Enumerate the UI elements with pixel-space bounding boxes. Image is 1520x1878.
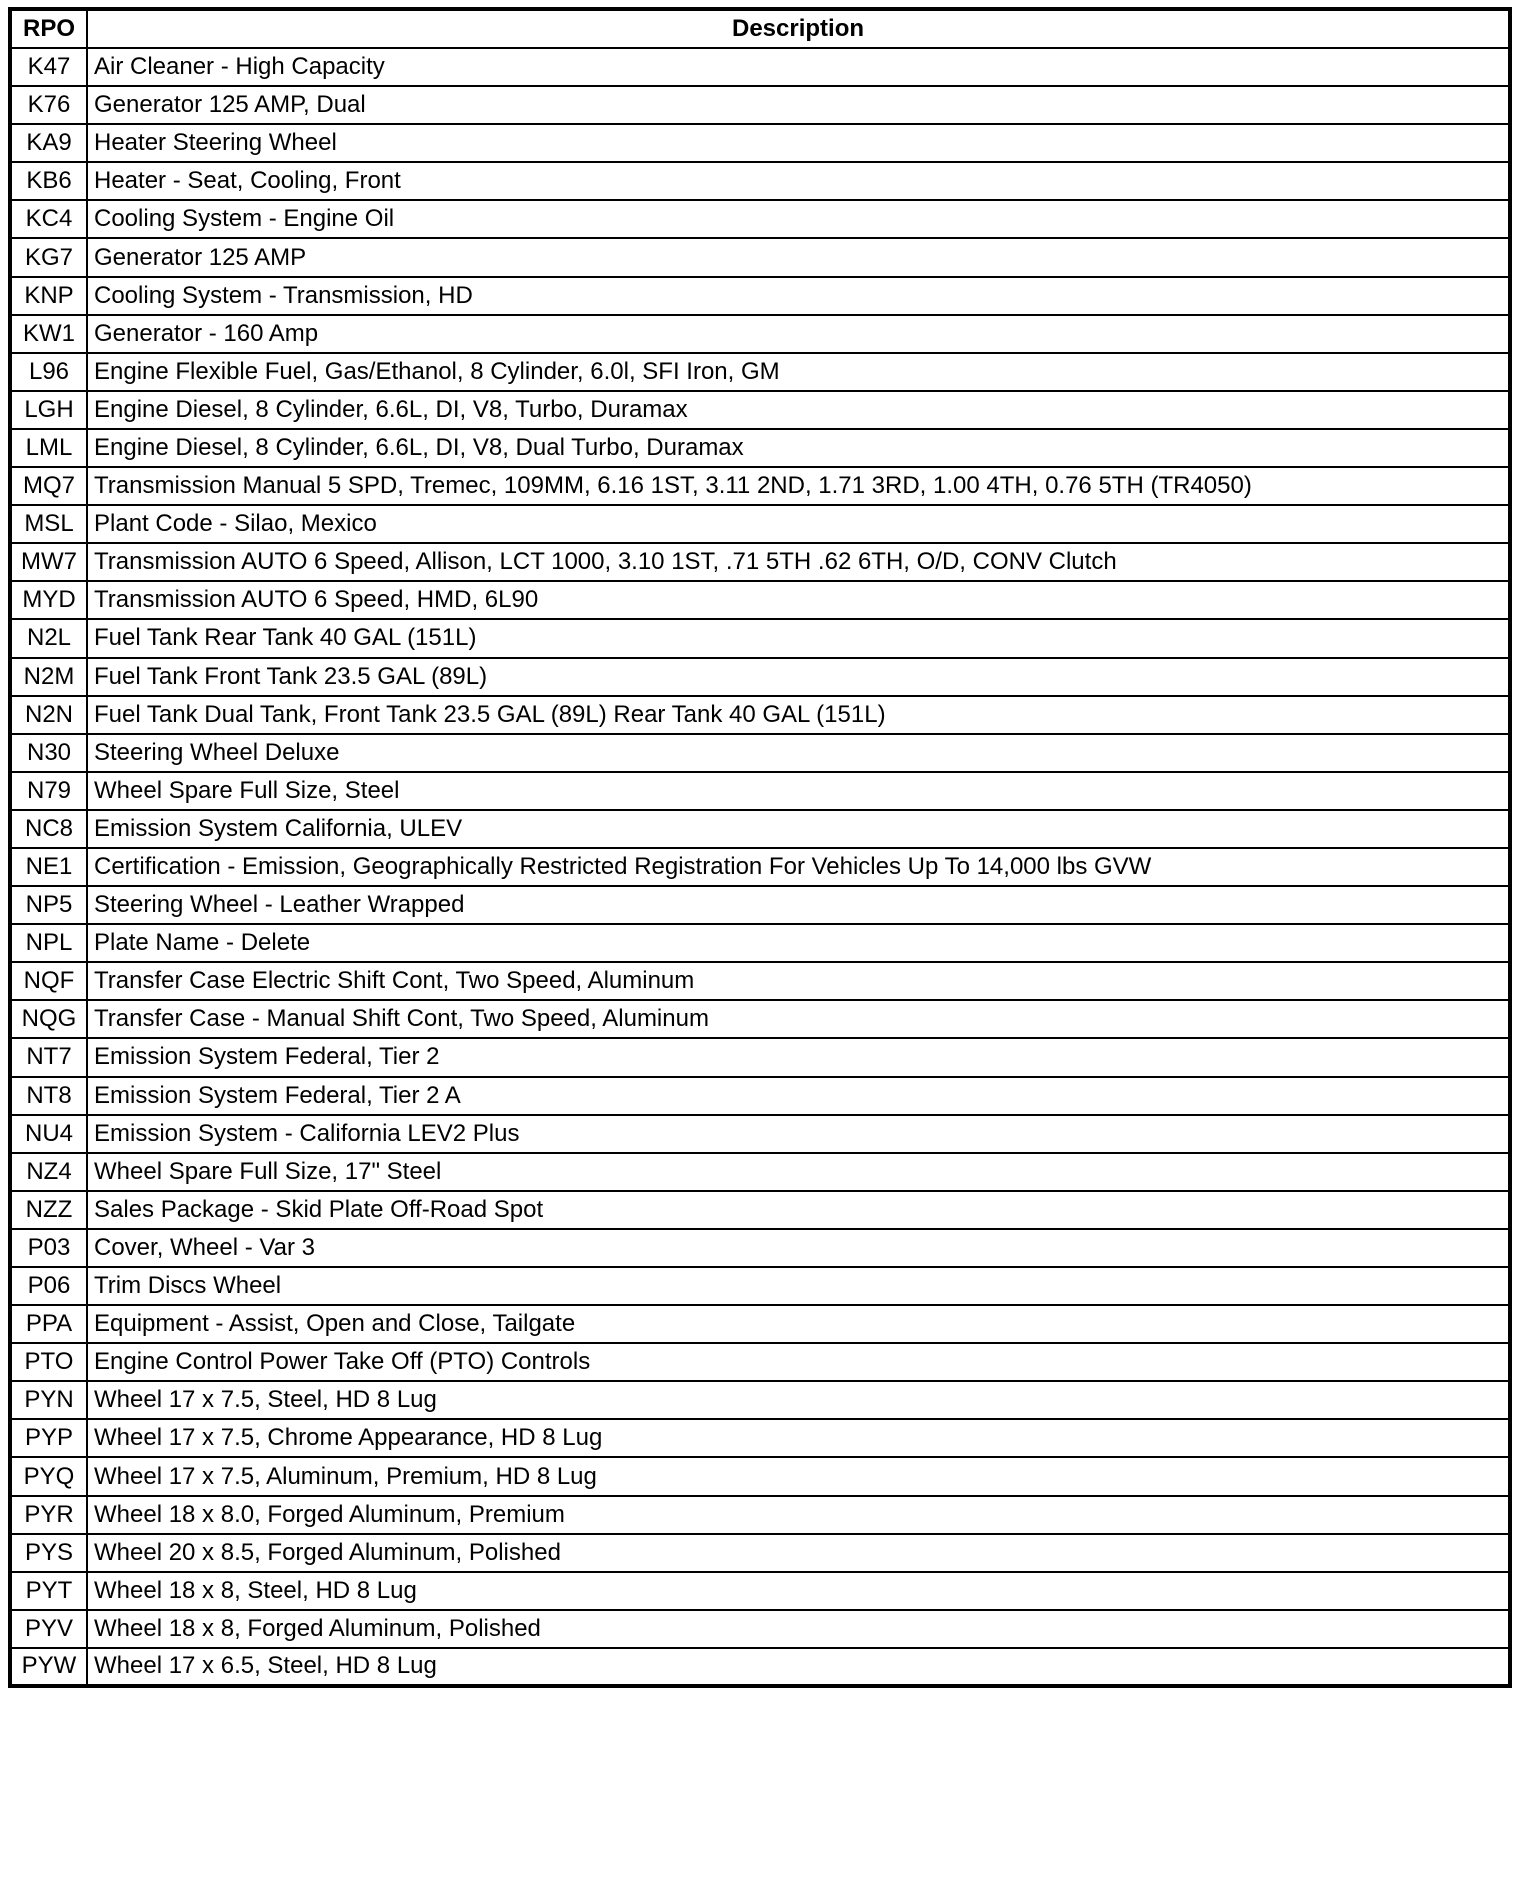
table-row [10, 238, 1510, 276]
rpo-code-cell: KG7 [10, 238, 87, 276]
rpo-code-cell: PYP [10, 1419, 87, 1457]
rpo-description-cell: Fuel Tank Dual Tank, Front Tank 23.5 GAL (89L) Rear Tank 40 GAL (151L) [87, 696, 1510, 734]
rpo-description-cell: Steering Wheel - Leather Wrapped [87, 886, 1510, 924]
rpo-code-cell: NPL [10, 924, 87, 962]
header-description: Description [87, 9, 1510, 48]
rpo-description-cell: Sales Package - Skid Plate Off-Road Spot [87, 1191, 1510, 1229]
rpo-table [8, 7, 1512, 1688]
table-row [10, 696, 1510, 734]
rpo-code-cell: PYW [10, 1648, 87, 1686]
table-row [10, 429, 1510, 467]
rpo-description-cell: Air Cleaner - High Capacity [87, 48, 1510, 86]
table-row [10, 1305, 1510, 1343]
rpo-description-cell: Engine Control Power Take Off (PTO) Controls [87, 1343, 1510, 1381]
rpo-code-cell: PYT [10, 1572, 87, 1610]
rpo-description-cell: Cooling System - Transmission, HD [87, 277, 1510, 315]
rpo-description-cell: Wheel Spare Full Size, Steel [87, 772, 1510, 810]
table-row [10, 1229, 1510, 1267]
rpo-description-cell: Wheel 18 x 8, Steel, HD 8 Lug [87, 1572, 1510, 1610]
table-row [10, 1077, 1510, 1115]
rpo-description-cell: Engine Diesel, 8 Cylinder, 6.6L, DI, V8, Dual Turbo, Duramax [87, 429, 1510, 467]
rpo-description-cell: Wheel 17 x 6.5, Steel, HD 8 Lug [87, 1648, 1510, 1686]
table-row [10, 1153, 1510, 1191]
rpo-code-cell: N2N [10, 696, 87, 734]
rpo-description-cell: Transfer Case Electric Shift Cont, Two Speed, Aluminum [87, 962, 1510, 1000]
table-row [10, 1381, 1510, 1419]
rpo-code-cell: LGH [10, 391, 87, 429]
rpo-description-cell: Steering Wheel Deluxe [87, 734, 1510, 772]
rpo-description-cell: Cover, Wheel - Var 3 [87, 1229, 1510, 1267]
table-row [10, 734, 1510, 772]
rpo-code-cell: P03 [10, 1229, 87, 1267]
rpo-code-cell: KNP [10, 277, 87, 315]
table-row [10, 86, 1510, 124]
rpo-code-cell: PYR [10, 1496, 87, 1534]
rpo-code-cell: KA9 [10, 124, 87, 162]
table-row [10, 1572, 1510, 1610]
rpo-description-cell: Wheel 17 x 7.5, Aluminum, Premium, HD 8 Lug [87, 1457, 1510, 1495]
rpo-description-cell: Transmission Manual 5 SPD, Tremec, 109MM, 6.16 1ST, 3.11 2ND, 1.71 3RD, 1.00 4TH, 0.76 5TH (TR4050) [87, 467, 1510, 505]
table-header [10, 9, 1510, 48]
table-row [10, 48, 1510, 86]
table-row [10, 772, 1510, 810]
table-row [10, 658, 1510, 696]
rpo-code-cell: PYQ [10, 1457, 87, 1495]
rpo-code-cell: KC4 [10, 200, 87, 238]
rpo-description-cell: Plant Code - Silao, Mexico [87, 505, 1510, 543]
table-row [10, 1267, 1510, 1305]
table-row [10, 543, 1510, 581]
table-row [10, 1000, 1510, 1038]
rpo-code-cell: PPA [10, 1305, 87, 1343]
rpo-description-cell: Wheel 18 x 8.0, Forged Aluminum, Premium [87, 1496, 1510, 1534]
table-row [10, 1534, 1510, 1572]
table-row [10, 962, 1510, 1000]
table-row [10, 315, 1510, 353]
rpo-description-cell: Wheel 20 x 8.5, Forged Aluminum, Polished [87, 1534, 1510, 1572]
header-rpo: RPO [10, 9, 87, 48]
rpo-description-cell: Plate Name - Delete [87, 924, 1510, 962]
rpo-code-cell: NQF [10, 962, 87, 1000]
table-row [10, 277, 1510, 315]
rpo-description-cell: Fuel Tank Rear Tank 40 GAL (151L) [87, 619, 1510, 657]
rpo-description-cell: Engine Diesel, 8 Cylinder, 6.6L, DI, V8, Turbo, Duramax [87, 391, 1510, 429]
rpo-description-cell: Wheel 18 x 8, Forged Aluminum, Polished [87, 1610, 1510, 1648]
table-row [10, 467, 1510, 505]
table-row [10, 848, 1510, 886]
rpo-code-cell: MSL [10, 505, 87, 543]
rpo-code-cell: NU4 [10, 1115, 87, 1153]
table-row [10, 1496, 1510, 1534]
rpo-code-cell: NP5 [10, 886, 87, 924]
rpo-description-cell: Engine Flexible Fuel, Gas/Ethanol, 8 Cylinder, 6.0l, SFI Iron, GM [87, 353, 1510, 391]
rpo-code-cell: K76 [10, 86, 87, 124]
rpo-description-cell: Generator 125 AMP, Dual [87, 86, 1510, 124]
table-body [10, 48, 1510, 1686]
rpo-code-cell: K47 [10, 48, 87, 86]
table-row [10, 1191, 1510, 1229]
rpo-code-cell: KB6 [10, 162, 87, 200]
rpo-description-cell: Wheel 17 x 7.5, Chrome Appearance, HD 8 Lug [87, 1419, 1510, 1457]
rpo-code-cell: NT7 [10, 1038, 87, 1076]
rpo-description-cell: Emission System Federal, Tier 2 A [87, 1077, 1510, 1115]
rpo-code-cell: PYN [10, 1381, 87, 1419]
table-row [10, 162, 1510, 200]
rpo-code-cell: N2L [10, 619, 87, 657]
rpo-code-cell: KW1 [10, 315, 87, 353]
rpo-description-cell: Wheel 17 x 7.5, Steel, HD 8 Lug [87, 1381, 1510, 1419]
table-row [10, 619, 1510, 657]
rpo-description-cell: Transmission AUTO 6 Speed, HMD, 6L90 [87, 581, 1510, 619]
rpo-description-cell: Transfer Case - Manual Shift Cont, Two Speed, Aluminum [87, 1000, 1510, 1038]
rpo-code-cell: PYV [10, 1610, 87, 1648]
table-row [10, 581, 1510, 619]
rpo-code-cell: P06 [10, 1267, 87, 1305]
rpo-code-cell: N79 [10, 772, 87, 810]
header-row [10, 9, 1510, 48]
rpo-code-cell: MW7 [10, 543, 87, 581]
rpo-description-cell: Emission System Federal, Tier 2 [87, 1038, 1510, 1076]
table-row [10, 1419, 1510, 1457]
rpo-description-cell: Generator - 160 Amp [87, 315, 1510, 353]
table-row [10, 391, 1510, 429]
rpo-description-cell: Cooling System - Engine Oil [87, 200, 1510, 238]
rpo-code-cell: L96 [10, 353, 87, 391]
table-row [10, 1343, 1510, 1381]
rpo-code-cell: NQG [10, 1000, 87, 1038]
rpo-description-cell: Emission System - California LEV2 Plus [87, 1115, 1510, 1153]
table-row [10, 1610, 1510, 1648]
rpo-code-cell: PYS [10, 1534, 87, 1572]
rpo-description-cell: Transmission AUTO 6 Speed, Allison, LCT 1000, 3.10 1ST, .71 5TH .62 6TH, O/D, CONV Clutch [87, 543, 1510, 581]
rpo-description-cell: Generator 125 AMP [87, 238, 1510, 276]
table-row [10, 924, 1510, 962]
table-row [10, 353, 1510, 391]
rpo-code-cell: LML [10, 429, 87, 467]
table-row [10, 886, 1510, 924]
table-row [10, 200, 1510, 238]
table-row [10, 124, 1510, 162]
rpo-code-cell: NZZ [10, 1191, 87, 1229]
rpo-description-cell: Heater Steering Wheel [87, 124, 1510, 162]
rpo-code-cell: NC8 [10, 810, 87, 848]
table-row [10, 810, 1510, 848]
rpo-code-cell: NE1 [10, 848, 87, 886]
rpo-description-cell: Emission System California, ULEV [87, 810, 1510, 848]
rpo-code-cell: NT8 [10, 1077, 87, 1115]
rpo-code-cell: N2M [10, 658, 87, 696]
rpo-description-cell: Wheel Spare Full Size, 17" Steel [87, 1153, 1510, 1191]
table-row [10, 505, 1510, 543]
rpo-code-cell: PTO [10, 1343, 87, 1381]
rpo-code-cell: MQ7 [10, 467, 87, 505]
table-row [10, 1457, 1510, 1495]
table-row [10, 1648, 1510, 1686]
table-row [10, 1115, 1510, 1153]
rpo-code-cell: NZ4 [10, 1153, 87, 1191]
table-row [10, 1038, 1510, 1076]
rpo-code-cell: MYD [10, 581, 87, 619]
rpo-description-cell: Fuel Tank Front Tank 23.5 GAL (89L) [87, 658, 1510, 696]
rpo-code-cell: N30 [10, 734, 87, 772]
rpo-description-cell: Trim Discs Wheel [87, 1267, 1510, 1305]
rpo-description-cell: Heater - Seat, Cooling, Front [87, 162, 1510, 200]
rpo-description-cell: Certification - Emission, Geographically Restricted Registration For Vehicles Up To 14,000 lbs GVW [87, 848, 1510, 886]
rpo-description-cell: Equipment - Assist, Open and Close, Tailgate [87, 1305, 1510, 1343]
